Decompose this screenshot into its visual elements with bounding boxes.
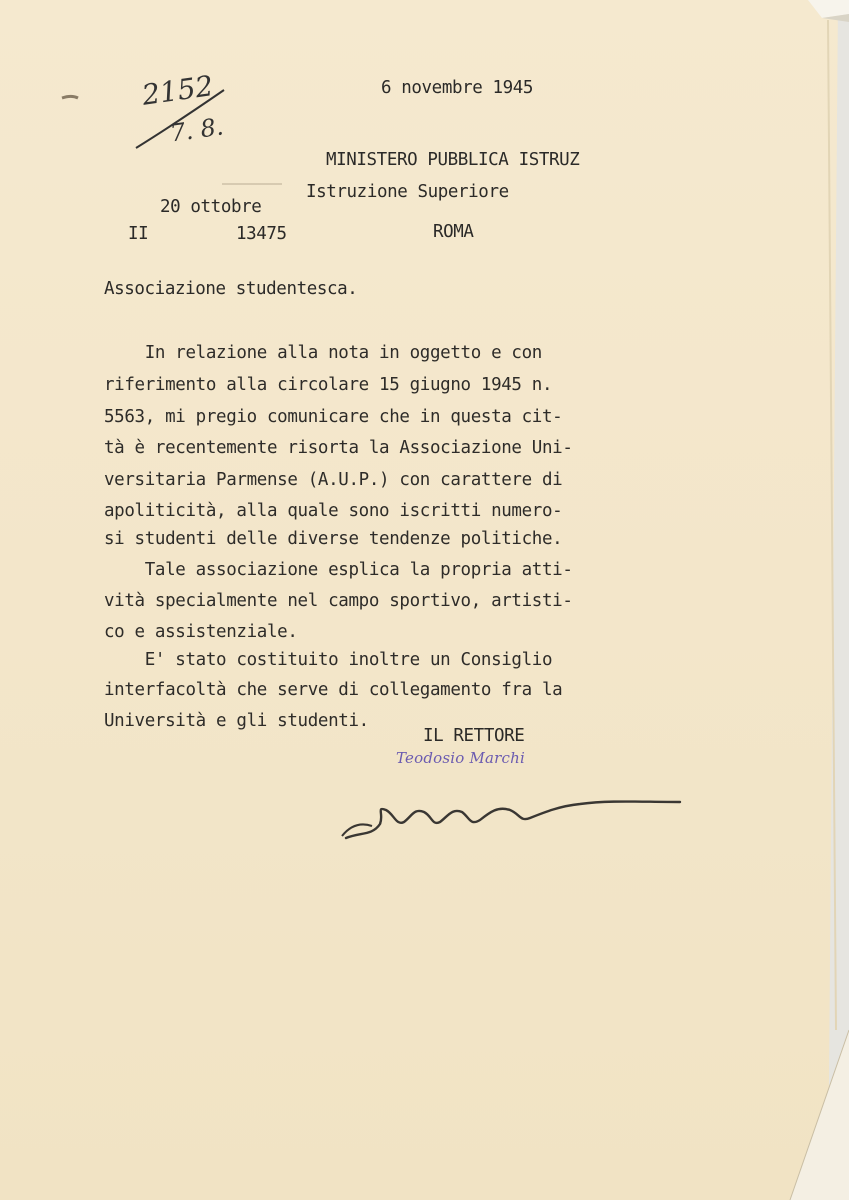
body-line: Tale associazione esplica la propria atti- [104, 560, 573, 580]
signature-name-stamp: Teodosio Marchi [396, 749, 526, 767]
body-line: tà è recentemente risorta la Associazione Uni- [104, 438, 573, 458]
handwritten-protocol-number: 2152 [140, 69, 216, 112]
body-line: In relazione alla nota in oggetto e con [104, 343, 542, 363]
body-line: interfacoltà che serve di collegamento fra la [104, 680, 563, 700]
recipient-ministry: MINISTERO PUBBLICA ISTRUZ [326, 150, 580, 170]
body-line: vità specialmente nel campo sportivo, artisti- [104, 591, 573, 611]
recipient-city: ROMA [433, 222, 474, 242]
recipient-office: Istruzione Superiore [306, 182, 509, 202]
body-line: versitaria Parmense (A.U.P.) con carattere di [104, 470, 563, 490]
letter-subject: Associazione studentesca. [104, 279, 358, 299]
body-line: E' stato costituito inoltre un Consiglio [104, 650, 553, 670]
signature-title: IL RETTORE [423, 726, 525, 746]
body-line: 5563, mi pregio comunicare che in questa cit- [104, 407, 563, 427]
body-line: co e assistenziale. [104, 622, 298, 642]
body-line: riferimento alla circolare 15 giugno 1945 n. [104, 375, 553, 395]
reference-number: 13475 [236, 224, 287, 244]
reference-division: II [128, 224, 149, 244]
reference-date: 20 ottobre [160, 197, 262, 217]
body-line: Università e gli studenti. [104, 711, 369, 731]
letter-date: 6 novembre 1945 [381, 78, 534, 98]
body-line: si studenti delle diverse tendenze politiche. [104, 529, 563, 549]
body-line: apoliticità, alla quale sono iscritti numero- [104, 501, 563, 521]
handwritten-protocol-sub: 7. 8. [168, 112, 226, 148]
